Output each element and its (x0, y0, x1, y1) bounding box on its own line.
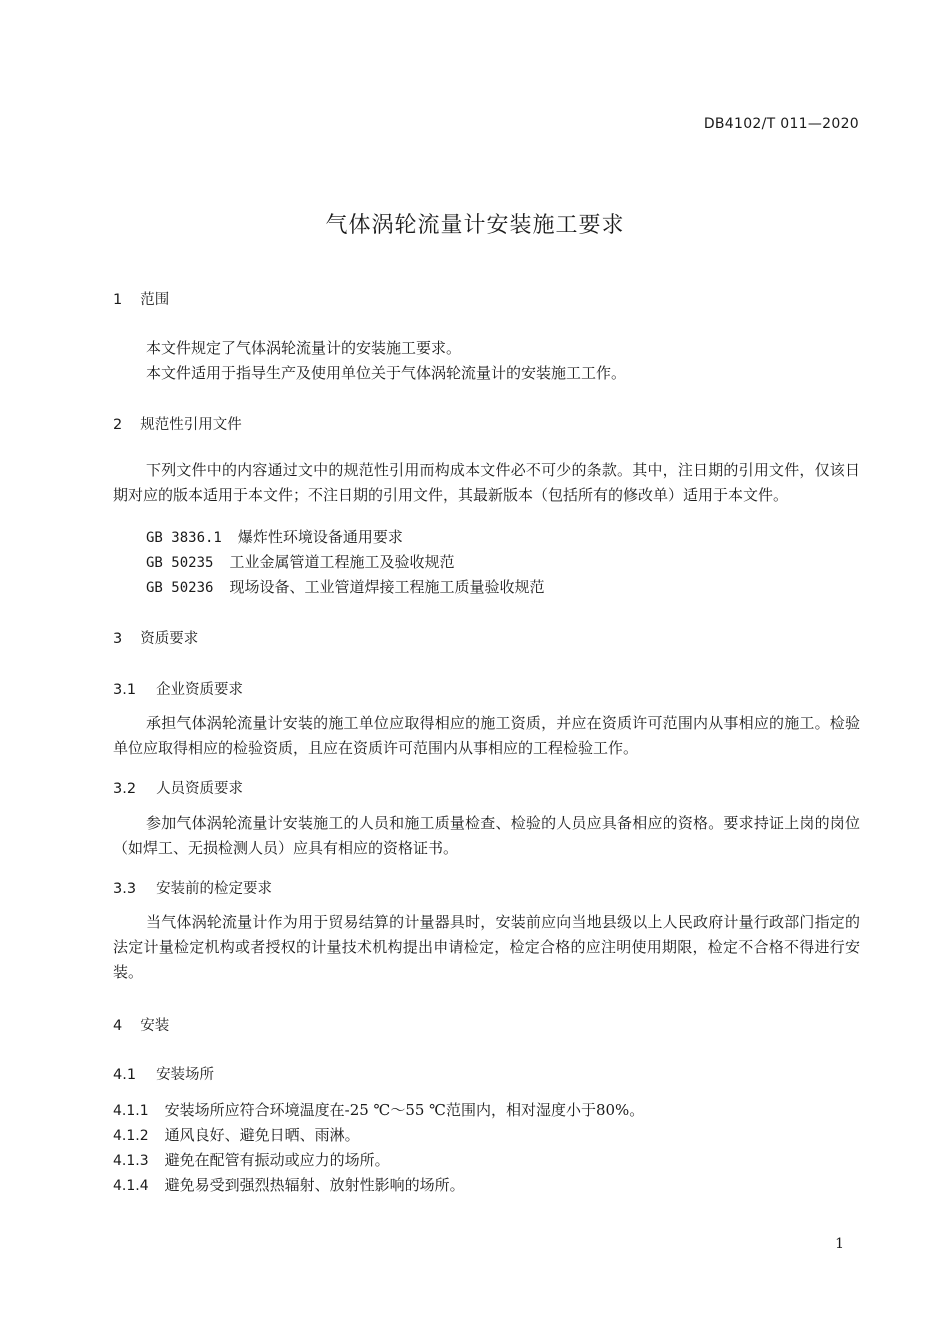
section-title: 安装 (140, 1018, 170, 1034)
section-title: 资质要求 (140, 631, 199, 647)
clause-number: 4.1.2 (113, 1128, 149, 1144)
section-heading-qualification (113, 627, 198, 648)
reference-name: 爆炸性环境设备通用要求 (237, 528, 403, 546)
section-title: 规范性引用文件 (140, 417, 242, 433)
subsection-heading (113, 678, 243, 699)
subsection-heading (113, 877, 272, 898)
subsection-title: 人员资质要求 (156, 781, 244, 797)
clause-item (113, 1173, 465, 1199)
subsection-title: 企业资质要求 (156, 682, 244, 698)
section-number: 1 (113, 292, 123, 308)
document-number: DB4102/T 011—2020 (703, 116, 859, 132)
clause-text: 避免在配管有振动或应力的场所。 (164, 1151, 390, 1169)
section-heading-scope (113, 288, 169, 309)
subsection-title: 安装场所 (156, 1067, 215, 1083)
paragraph: 当气体涡轮流量计作为用于贸易结算的计量器具时，安装前应向当地县级以上人民政府计量行政部门指定的法定计量检定机构或者授权的计量技术机构提出申请检定，检定合格的应注明使用期限，检定不合格不得进行安装。 (113, 913, 860, 981)
page-number: 1 (835, 1236, 844, 1252)
reference-code: GB 50235 (146, 555, 214, 571)
paragraph: 下列文件中的内容通过文中的规范性引用而构成本文件必不可少的条款。其中，注日期的引用文件，仅该日期对应的版本适用于本文件；不注日期的引用文件，其最新版本（包括所有的修改单）适用于本文件。 (113, 461, 860, 504)
section-number: 2 (113, 417, 123, 433)
section-number: 4 (113, 1018, 123, 1034)
reference-item (146, 575, 544, 601)
subsection-heading (113, 777, 243, 798)
subsection-heading (113, 1063, 214, 1084)
section-title: 范围 (140, 292, 170, 308)
reference-item (146, 525, 403, 551)
section-heading-installation (113, 1014, 169, 1035)
clause-item (113, 1098, 644, 1124)
clause-item (113, 1148, 390, 1174)
clause-number: 4.1.1 (113, 1103, 149, 1119)
clause-number: 4.1.3 (113, 1153, 149, 1169)
section-number: 3 (113, 631, 123, 647)
subsection-title: 安装前的检定要求 (156, 881, 273, 897)
clause-text: 避免易受到强烈热辐射、放射性影响的场所。 (164, 1176, 465, 1194)
reference-item (146, 550, 454, 576)
paragraph: 本文件规定了气体涡轮流量计的安装施工要求。 (146, 339, 462, 357)
clause-text: 通风良好、避免日晒、雨淋。 (164, 1126, 360, 1144)
paragraph: 参加气体涡轮流量计安装施工的人员和施工质量检查、检验的人员应具备相应的资格。要求持证上岗的岗位（如焊工、无损检测人员）应具有相应的资格证书。 (113, 814, 860, 857)
paragraph: 承担气体涡轮流量计安装的施工单位应取得相应的施工资质，并应在资质许可范围内从事相应的施工。检验单位应取得相应的检验资质，且应在资质许可范围内从事相应的工程检验工作。 (113, 714, 860, 757)
reference-code: GB 3836.1 (146, 530, 222, 546)
reference-code: GB 50236 (146, 580, 214, 596)
document-title: 气体涡轮流量计安装施工要求 (325, 213, 625, 238)
clause-number: 4.1.4 (113, 1178, 149, 1194)
subsection-number: 3.3 (113, 881, 137, 897)
reference-name: 工业金属管道工程施工及验收规范 (229, 553, 455, 571)
clause-item (113, 1123, 360, 1149)
reference-name: 现场设备、工业管道焊接工程施工质量验收规范 (229, 578, 545, 596)
section-heading-normative-references (113, 413, 242, 434)
subsection-number: 4.1 (113, 1067, 137, 1083)
subsection-number: 3.1 (113, 682, 137, 698)
clause-text: 安装场所应符合环境温度在-25 ℃～55 ℃范围内，相对湿度小于80%。 (164, 1101, 645, 1119)
paragraph: 本文件适用于指导生产及使用单位关于气体涡轮流量计的安装施工工作。 (146, 364, 627, 382)
subsection-number: 3.2 (113, 781, 137, 797)
